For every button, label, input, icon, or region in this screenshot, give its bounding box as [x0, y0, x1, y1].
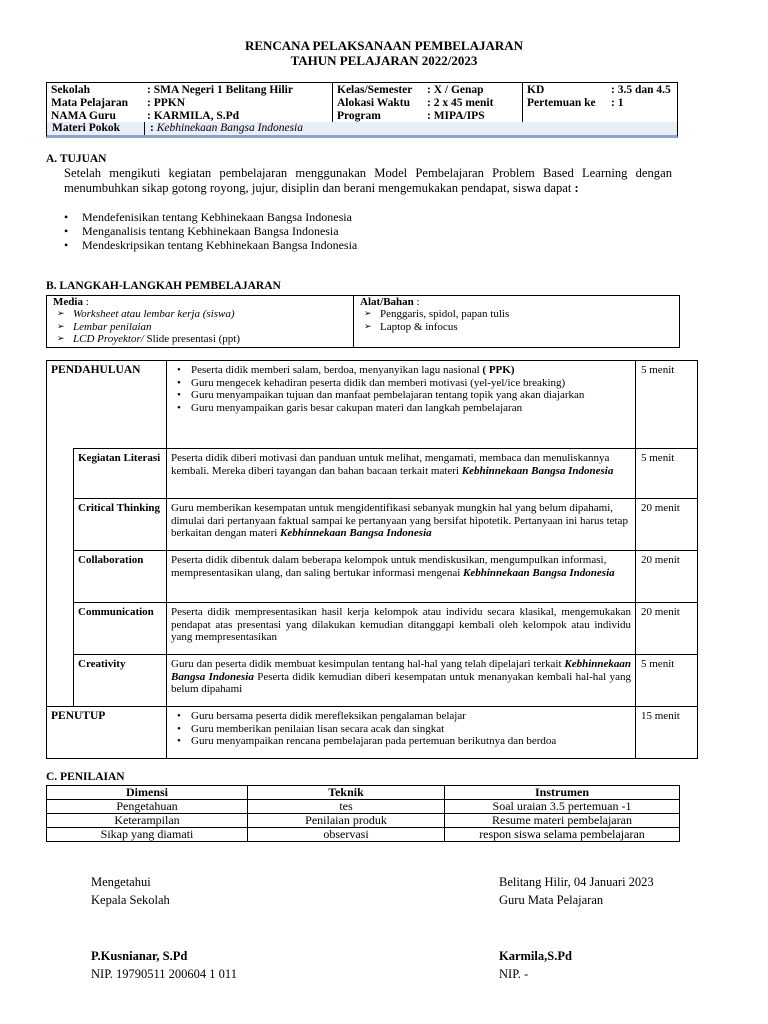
pendahuluan-item: • Guru menyampaikan tujuan dan manfaat pembelajaran tentang topik yang akan diajarkan — [171, 389, 631, 402]
title-line-2: TAHUN PELAJARAN 2022/2023 — [290, 53, 478, 68]
sign-right-name: Karmila,S.Pd — [499, 949, 572, 963]
document-title — [0, 38, 768, 69]
materi-colon: : — [150, 122, 157, 134]
inti-time: 5 menit — [636, 655, 698, 707]
identity-col-3 — [523, 83, 678, 124]
program-value: : MIPA/IPS — [427, 110, 485, 122]
alokasi-label: Alokasi Waktu — [337, 97, 410, 109]
kd-label: KD — [527, 84, 545, 96]
pendahuluan-time: 5 menit — [636, 361, 698, 449]
alat-list — [360, 308, 675, 333]
sekolah-label: Sekolah — [51, 84, 90, 96]
alat-cell — [354, 296, 680, 348]
media-item-prefix: LCD Proyektor/ — [73, 333, 144, 346]
media-item: ➢ Worksheet atau lembar kerja (siswa) — [53, 308, 349, 320]
inti-content — [167, 655, 636, 707]
inti-emph: Kebhinnekaan Bangsa Indonesia — [461, 464, 614, 477]
pendahuluan-row — [47, 361, 698, 449]
media-item — [53, 333, 349, 345]
penilaian-cell: observasi — [248, 828, 445, 842]
penilaian-cell: Penilaian produk — [248, 814, 445, 828]
sign-left-line2: Kepala Sekolah — [91, 893, 170, 907]
inti-time: 5 menit — [636, 449, 698, 499]
penutup-content — [167, 707, 636, 759]
media-label: Media — [53, 296, 83, 308]
penutup-item: • Guru memberikan penilaian lisan secara acak dan singkat — [171, 723, 631, 736]
pertemuan-value: : 1 — [611, 97, 624, 109]
penutup-time: 15 menit — [636, 707, 698, 759]
identity-col-2 — [333, 83, 523, 124]
col-instrumen: Instrumen — [445, 786, 680, 800]
tujuan-text — [64, 166, 672, 196]
inti-content — [167, 449, 636, 499]
tujuan-heading: A. TUJUAN — [46, 153, 107, 165]
inti-row — [47, 655, 698, 707]
inti-label: Critical Thinking — [74, 499, 167, 551]
penilaian-cell: Sikap yang diamati — [47, 828, 248, 842]
inti-row — [47, 551, 698, 603]
media-cell — [47, 296, 354, 348]
title-line-1: RENCANA PELAKSANAAN PEMBELAJARAN — [244, 38, 524, 53]
sign-right-nip: NIP. - — [499, 967, 529, 981]
inti-time: 20 menit — [636, 603, 698, 655]
langkah-heading: B. LANGKAH-LANGKAH PEMBELAJARAN — [46, 280, 281, 292]
signature-left — [91, 873, 237, 983]
inti-label: Collaboration — [74, 551, 167, 603]
identity-table — [46, 82, 678, 124]
inti-text: Peserta didik diberi motivasi dan panduan untuk melihat, mengamati, membaca dan menuliskannya kembali. Mereka diberi tayangan dan bahan bacaan terkait materi — [171, 452, 610, 477]
tujuan-item: • Mendeskripsikan tentang Kebhinekaan Bangsa Indonesia — [56, 238, 357, 252]
mapel-label: Mata Pelajaran — [51, 97, 128, 109]
inti-text: Guru memberikan kesempatan untuk mengidentifikasi sebanyak mungkin hal yang belum dipahami, dimulai dari pertanyaan faktual sampai ke pertanyaan yang bersifat hipotetik. Pertanyaan ini harus tetap berkaitan dengan materi — [171, 502, 628, 540]
penutup-label: PENUTUP — [47, 707, 167, 759]
mapel-value: : PPKN — [147, 97, 186, 109]
penilaian-cell: tes — [248, 800, 445, 814]
sign-right-line1: Belitang Hilir, 04 Januari 2023 — [499, 875, 654, 889]
pendahuluan-item1-bold: ( PPK) — [482, 364, 515, 376]
inti-row — [47, 449, 698, 499]
sign-right-line2: Guru Mata Pelajaran — [499, 893, 604, 907]
signature-right — [499, 873, 654, 983]
penilaian-header-row — [47, 786, 680, 800]
inti-emph: Kebhinnekaan Bangsa Indonesia — [171, 658, 631, 683]
tujuan-colon: : — [574, 181, 579, 195]
tujuan-list — [56, 210, 357, 252]
pendahuluan-item1-text: Peserta didik memberi salam, berdoa, menyanyikan lagu nasional — [191, 364, 483, 376]
alat-item: ➢ Penggaris, spidol, papan tulis — [360, 308, 675, 320]
pendahuluan-list — [171, 364, 631, 414]
tujuan-paragraph: Setelah mengikuti kegiatan pembelajaran menggunakan Model Pembelajaran Problem Based Learning dengan menumbuhkan sikap gotong royong, jujur, disiplin dan berani mengemukakan pendapat, siswa dapat — [64, 166, 672, 195]
pendahuluan-item: • Guru menyampaikan garis besar cakupan materi dan langkah pembelajaran — [171, 402, 631, 415]
inti-row — [47, 603, 698, 655]
inti-emph: Kebhinnekaan Bangsa Indonesia — [463, 566, 615, 579]
pendahuluan-label: PENDAHULUAN — [47, 361, 167, 449]
col-teknik: Teknik — [248, 786, 445, 800]
identity-col-1 — [47, 83, 333, 124]
alat-label: Alat/Bahan — [360, 296, 414, 308]
tujuan-item: • Menganalisis tentang Kebhinekaan Bangsa Indonesia — [56, 224, 357, 238]
media-colon: : — [82, 296, 89, 308]
inti-text-after: Peserta didik kemudian diberi kesempatan untuk menanyakan kembali hal-hal yang belum dipahami — [171, 670, 631, 696]
tujuan-item: • Mendefenisikan tentang Kebhinekaan Bangsa Indonesia — [56, 210, 357, 224]
penilaian-heading: C. PENILAIAN — [46, 771, 125, 783]
penilaian-row — [47, 814, 680, 828]
penilaian-cell: Resume materi pembelajaran — [445, 814, 680, 828]
pertemuan-label: Pertemuan ke — [527, 97, 596, 109]
penilaian-cell: respon siswa selama pembelajaran — [445, 828, 680, 842]
penilaian-row — [47, 800, 680, 814]
media-item: ➢ Lembar penilaian — [53, 321, 349, 333]
materi-value: Kebhinekaan Bangsa Indonesia — [156, 122, 304, 134]
inti-text: Peserta didik dibentuk dalam beberapa kelompok untuk mendiskusikan, mengumpulkan informasi, mempresentasikan ulang, dan saling bertukar informasi mengenai — [171, 554, 607, 579]
alat-item: ➢ Laptop & infocus — [360, 321, 675, 333]
inti-content — [167, 499, 636, 551]
media-item-text: Slide presentasi (ppt) — [146, 333, 241, 346]
kd-value: : 3.5 dan 4.5 — [611, 84, 671, 96]
inti-text: Peserta didik mempresentasikan hasil kerja kelompok atau individu secara klasikal, mengemukakan pendapat atas presentasi yang dilakukan kemudian ditanggapi kembali oleh kelompok atau individu yang mempresentasikan — [171, 606, 631, 644]
sign-left-line1: Mengetahui — [91, 875, 151, 889]
col-dimensi: Dimensi — [47, 786, 248, 800]
penilaian-table — [46, 785, 680, 842]
inti-text: Guru dan peserta didik membuat kesimpulan tentang hal-hal yang telah dipelajari terkait — [171, 658, 565, 670]
media-list — [53, 308, 349, 345]
alat-colon: : — [413, 296, 420, 308]
sekolah-value: : SMA Negeri 1 Belitang Hilir — [147, 84, 293, 96]
sign-left-name: P.Kusnianar, S.Pd — [91, 949, 188, 963]
penilaian-cell: Soal uraian 3.5 pertemuan -1 — [445, 800, 680, 814]
inti-label: Kegiatan Literasi — [74, 449, 167, 499]
kelas-value: : X / Genap — [427, 84, 484, 96]
penutup-list — [171, 710, 631, 748]
penutup-row — [47, 707, 698, 759]
inti-label: Creativity — [74, 655, 167, 707]
inti-emph: Kebhinnekaan Bangsa Indonesia — [280, 527, 432, 540]
kelas-label: Kelas/Semester — [337, 84, 413, 96]
inti-time: 20 menit — [636, 499, 698, 551]
pendahuluan-item — [171, 364, 631, 377]
penilaian-row — [47, 828, 680, 842]
pendahuluan-content — [167, 361, 636, 449]
materi-pokok-row — [46, 122, 678, 138]
inti-content — [167, 603, 636, 655]
media-table — [46, 295, 680, 348]
guru-value: : KARMILA, S.Pd — [147, 110, 240, 122]
materi-label: Materi Pokok — [52, 122, 121, 134]
penutup-item: • Guru bersama peserta didik merefleksikan pengalaman belajar — [171, 710, 631, 723]
inti-row — [47, 499, 698, 551]
guru-label: NAMA Guru — [51, 110, 116, 122]
pendahuluan-item: • Guru mengecek kehadiran peserta didik dan memberi motivasi (yel-yel/ice breaking) — [171, 377, 631, 390]
program-label: Program — [337, 110, 381, 122]
penutup-item: • Guru menyampaikan rencana pembelajaran pada pertemuan berikutnya dan berdoa — [171, 735, 631, 748]
inti-content — [167, 551, 636, 603]
inti-label: Communication — [74, 603, 167, 655]
penilaian-cell: Keterampilan — [47, 814, 248, 828]
alokasi-value: : 2 x 45 menit — [427, 97, 494, 109]
penilaian-cell: Pengetahuan — [47, 800, 248, 814]
inti-time: 20 menit — [636, 551, 698, 603]
sign-left-nip: NIP. 19790511 200604 1 011 — [91, 967, 237, 981]
steps-table — [46, 360, 698, 759]
